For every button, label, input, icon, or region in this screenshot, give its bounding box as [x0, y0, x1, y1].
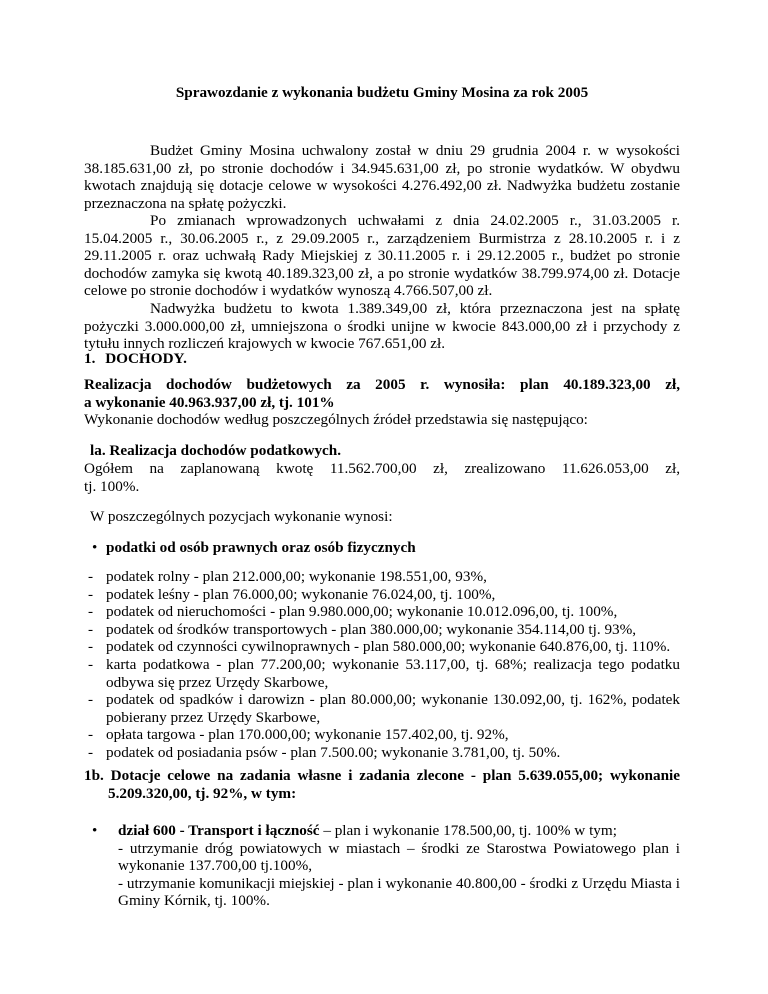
section-1a-summary-line-1: Ogółem na zaplanowaną kwotę 11.562.700,00 zł, zrealizowano 11.626.053,00 zł, — [84, 460, 680, 477]
section-1-title: DOCHODY. — [105, 350, 187, 367]
dzial-600-sub-1: - utrzymanie dróg powiatowych w miastach – środki ze Starostwa Powiatowego plan i wykonanie 137.700,00 tj.100%, — [118, 839, 680, 875]
wykonanie-intro: Wykonanie dochodów według poszczególnych źródeł przedstawia się następująco: — [84, 411, 588, 428]
dzial-600-block — [84, 822, 680, 910]
section-1b-heading-line-2: 5.209.320,00, tj. 92%, w tym: — [108, 784, 297, 802]
list-item: - podatek od spadków i darowizn - plan 80.000,00; wykonanie 130.092,00, tj. 162%, podatek pobierany przez Urzędy Skarbowe, — [88, 691, 680, 726]
list-item: - podatek od nieruchomości - plan 9.980.000,00; wykonanie 10.012.096,00, tj. 100%, — [88, 603, 618, 621]
section-1b-heading-line-1: 1b. Dotacje celowe na zadania własne i zadania zlecone - plan 5.639.055,00; wykonanie — [84, 767, 680, 784]
dash-icon: - — [88, 691, 94, 709]
dzial-600-label: dział 600 - Transport i łączność — [118, 822, 320, 839]
section-1b-heading — [84, 767, 680, 802]
dzial-600-text — [84, 822, 680, 910]
bullet-icon: • — [92, 539, 98, 556]
document-title: Sprawozdanie z wykonania budżetu Gminy Mosina za rok 2005 — [175, 84, 589, 101]
dash-icon: - — [88, 743, 94, 761]
tax-items-list — [84, 568, 680, 762]
section-1-heading — [84, 350, 680, 368]
intro-paragraph-2: Po zmianach wprowadzonych uchwałami z dnia 24.02.2005 r., 31.03.2005 r. 15.04.2005 r., 30.06.2005 r., z 29.09.2005 r., zarządzeniem Burmistrza z 28.10.2005 r. i z 29.11.2005 r. oraz uchwałą Rady Miejskiej z 30.11.2005 r. i 29.12.2005 r., budżet po stronie dochodów zamyka się kwotą 40.189.323,00 zł, a po stronie wydatków 38.799.974,00 zł. Dotacje celowe po stronie dochodów i wydatków wynoszą 4.766.507,00 zł. — [84, 212, 680, 300]
section-1-number: 1. — [84, 350, 96, 367]
dash-icon: - — [88, 568, 94, 585]
intro-paragraph-3: Nadwyżka budżetu to kwota 1.389.349,00 zł, która przeznaczona jest na spłatę pożyczki 3.000.000,00 zł, umniejszona o środki unijne w kwocie 843.000,00 zł i przychody z tytułu innych rozliczeń krajowych w kwocie 767.651,00 zł. — [84, 300, 680, 353]
list-item: - opłata targowa - plan 170.000,00; wykonanie 157.402,00, tj. 92%, — [88, 726, 509, 744]
dash-icon: - — [88, 726, 94, 744]
dash-icon: - — [88, 638, 94, 656]
realizacja-line-1: Realizacja dochodów budżetowych za 2005 r. wynosiła: plan 40.189.323,00 zł, — [84, 376, 680, 393]
list-item: - podatek od środków transportowych - plan 380.000,00; wykonanie 354.114,00 tj. 93%, — [88, 620, 637, 638]
list-item: - podatek leśny - plan 76.000,00; wykonanie 76.024,00, tj. 100%, — [88, 585, 496, 603]
intro-paragraph-1: Budżet Gminy Mosina uchwalony został w dniu 29 grudnia 2004 r. w wysokości 38.185.631,00 zł, po stronie dochodów i 34.945.631,00 zł, po stronie wydatków. W obydwu kwotach znajdują się dotacje celowe w wysokości 4.276.492,00 zł. Nadwyżka budżetu zostanie przeznaczona na spłatę pożyczki. — [84, 142, 680, 212]
dzial-600-values: – plan i wykonanie 178.500,00, tj. 100% w tym; — [319, 822, 617, 839]
list-item: - podatek od posiadania psów - plan 7.500.00; wykonanie 3.781,00, tj. 50%. — [88, 743, 561, 761]
tax-bullet-heading-text: podatki od osób prawnych oraz osób fizycznych — [106, 539, 416, 556]
dzial-600-sub-2: - utrzymanie komunikacji miejskiej - plan i wykonanie 40.800,00 - środki z Urzędu Miasta i Gminy Kórnik, tj. 100%. — [118, 874, 680, 910]
dash-icon: - — [88, 603, 94, 621]
dash-icon: - — [88, 655, 94, 673]
list-item: - karta podatkowa - plan 77.200,00; wykonanie 53.117,00, tj. 68%; realizacja tego podatku odbywa się przez Urzędy Skarbowe, — [88, 655, 680, 691]
section-1a-summary-line-2: tj. 100%. — [84, 478, 140, 495]
dash-icon: - — [88, 620, 94, 638]
pozycje-intro: W poszczególnych pozycjach wykonanie wynosi: — [90, 508, 393, 525]
list-item: - podatek od czynności cywilnoprawnych - plan 580.000,00; wykonanie 640.876,00, tj. 110%. — [88, 638, 671, 656]
section-1a-heading: la. Realizacja dochodów podatkowych. — [90, 442, 342, 459]
realizacja-line-2: a wykonanie 40.963.937,00 zł, tj. 101% — [84, 394, 335, 411]
dash-icon: - — [88, 585, 94, 603]
list-item: - podatek rolny - plan 212.000,00; wykonanie 198.551,00, 93%, — [88, 568, 487, 585]
bullet-icon: • — [92, 822, 98, 839]
